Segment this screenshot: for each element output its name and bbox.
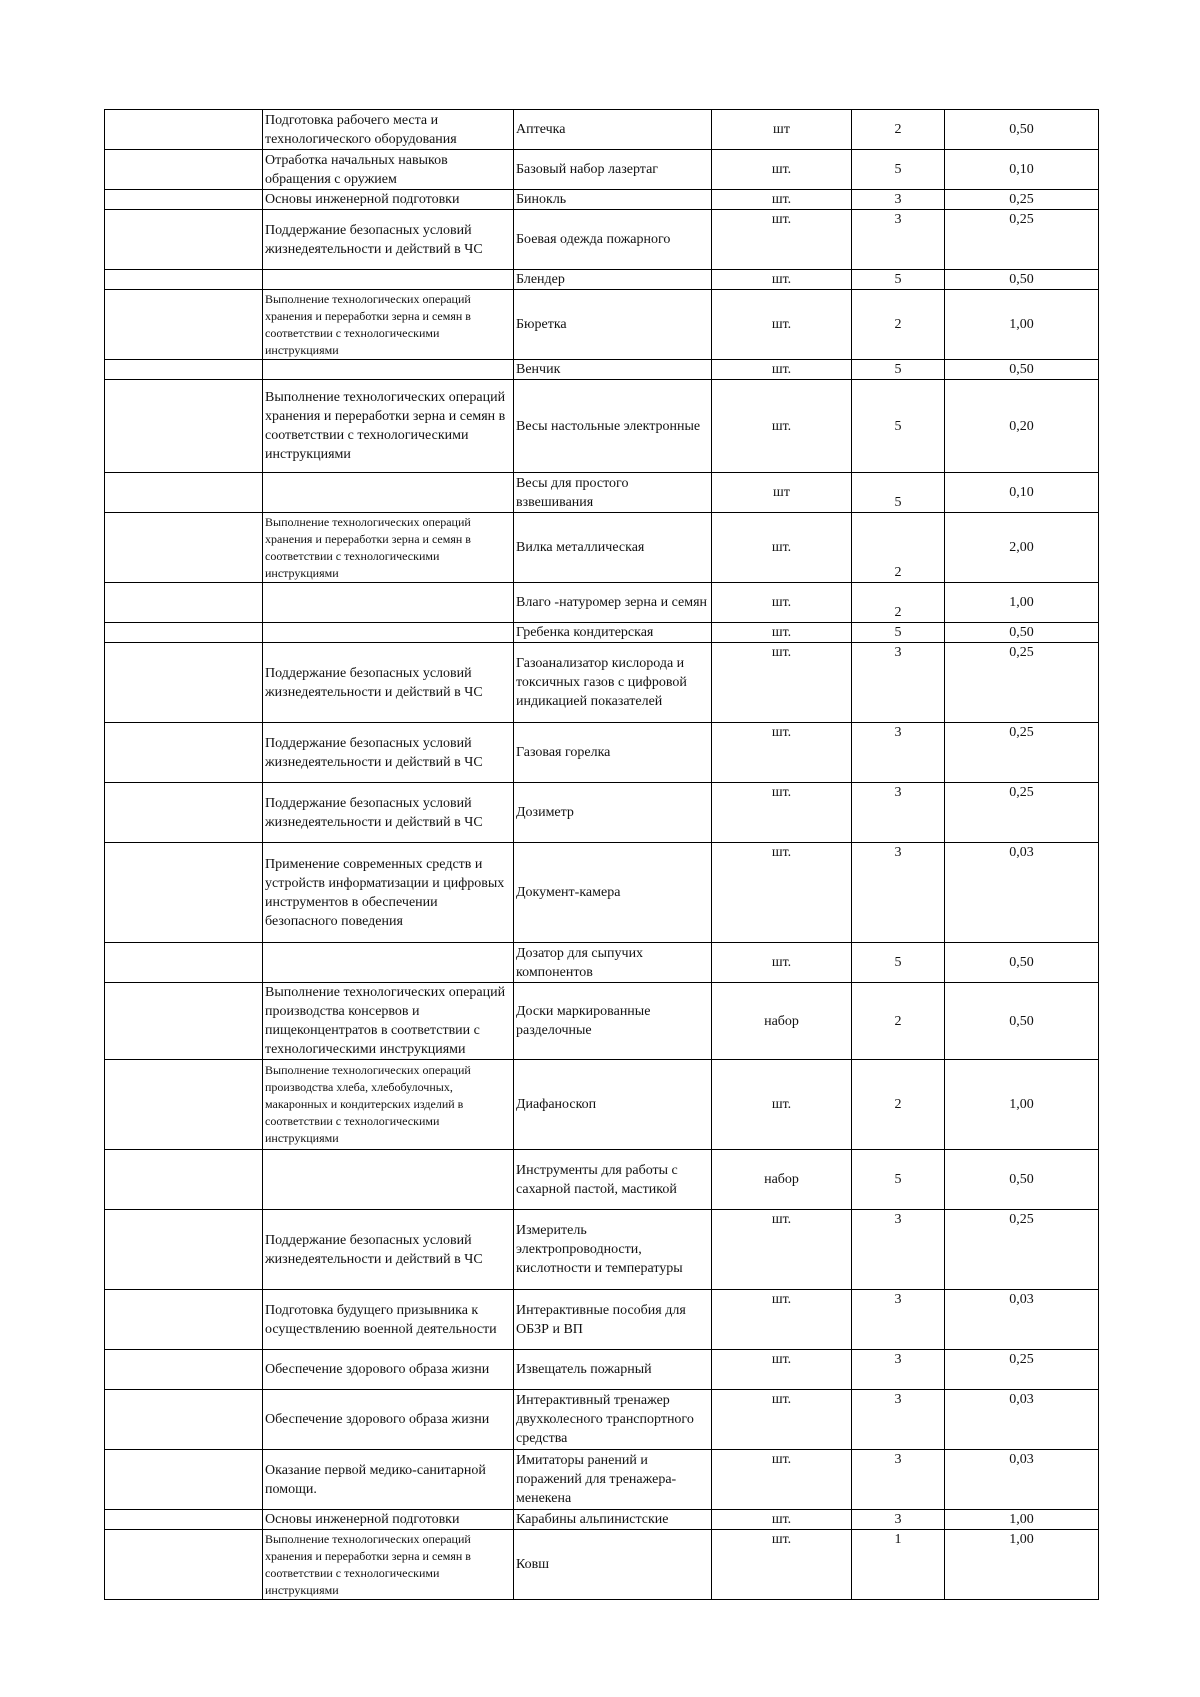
purpose-cell: Применение современных средств и устройств информатизации и цифровых инструментов в обеспечении безопасного поведения: [263, 843, 514, 943]
unit-cell: шт: [712, 110, 852, 150]
row-number-cell: [105, 943, 263, 983]
item-cell: Блендер: [514, 270, 712, 290]
purpose-cell: Поддержание безопасных условий жизнедеятельности и действий в ЧС: [263, 723, 514, 783]
row-number-cell: [105, 623, 263, 643]
table-row: [105, 1150, 1099, 1210]
purpose-cell: [263, 360, 514, 380]
unit-cell: шт.: [712, 190, 852, 210]
coef-cell: 0,03: [945, 1450, 1099, 1510]
item-cell: Гребенка кондитерская: [514, 623, 712, 643]
qty-cell: 2: [852, 513, 945, 583]
purpose-cell: [263, 473, 514, 513]
unit-cell: шт.: [712, 843, 852, 943]
coef-cell: 0,50: [945, 270, 1099, 290]
coef-cell: 0,50: [945, 983, 1099, 1060]
item-cell: Дозиметр: [514, 783, 712, 843]
purpose-cell: Отработка начальных навыков обращения с оружием: [263, 150, 514, 190]
item-cell: Газоанализатор кислорода и токсичных газов с цифровой индикацией показателей: [514, 643, 712, 723]
coef-cell: 0,03: [945, 1290, 1099, 1350]
item-cell: Документ-камера: [514, 843, 712, 943]
table-row: [105, 290, 1099, 360]
coef-cell: 1,00: [945, 1510, 1099, 1530]
qty-cell: 3: [852, 1210, 945, 1290]
row-number-cell: [105, 583, 263, 623]
unit-cell: шт.: [712, 1390, 852, 1450]
item-cell: Вилка металлическая: [514, 513, 712, 583]
qty-cell: 3: [852, 1290, 945, 1350]
qty-cell: 3: [852, 1350, 945, 1390]
coef-cell: 0,25: [945, 1350, 1099, 1390]
coef-cell: 0,10: [945, 150, 1099, 190]
qty-cell: 5: [852, 150, 945, 190]
unit-cell: шт.: [712, 723, 852, 783]
unit-cell: шт.: [712, 583, 852, 623]
unit-cell: шт.: [712, 150, 852, 190]
unit-cell: набор: [712, 1150, 852, 1210]
qty-cell: 2: [852, 583, 945, 623]
row-number-cell: [105, 1210, 263, 1290]
purpose-cell: Обеспечение здорового образа жизни: [263, 1390, 514, 1450]
purpose-cell: [263, 270, 514, 290]
purpose-cell: Основы инженерной подготовки: [263, 190, 514, 210]
item-cell: Диафаноскоп: [514, 1060, 712, 1150]
unit-cell: шт.: [712, 210, 852, 270]
row-number-cell: [105, 513, 263, 583]
table-row: [105, 1530, 1099, 1600]
purpose-cell: Обеспечение здорового образа жизни: [263, 1350, 514, 1390]
table-row: [105, 1060, 1099, 1150]
qty-cell: 2: [852, 110, 945, 150]
purpose-cell: Выполнение технологических операций производства хлеба, хлебобулочных, макаронных и кондитерских изделий в соответствии с технологическими инструкциями: [263, 1060, 514, 1150]
item-cell: Ковш: [514, 1530, 712, 1600]
coef-cell: 1,00: [945, 583, 1099, 623]
table-row: [105, 513, 1099, 583]
qty-cell: 1: [852, 1530, 945, 1600]
purpose-cell: Подготовка рабочего места и технологического оборудования: [263, 110, 514, 150]
item-cell: Бюретка: [514, 290, 712, 360]
purpose-cell: Выполнение технологических операций хранения и переработки зерна и семян в соответствии с технологическими инструкциями: [263, 290, 514, 360]
table-row: [105, 270, 1099, 290]
unit-cell: шт.: [712, 643, 852, 723]
unit-cell: шт.: [712, 623, 852, 643]
table-row: [105, 110, 1099, 150]
row-number-cell: [105, 473, 263, 513]
table-row: [105, 583, 1099, 623]
purpose-cell: [263, 623, 514, 643]
row-number-cell: [105, 1450, 263, 1510]
row-number-cell: [105, 360, 263, 380]
coef-cell: 0,50: [945, 110, 1099, 150]
table-row: [105, 210, 1099, 270]
qty-cell: 3: [852, 190, 945, 210]
table-row: [105, 983, 1099, 1060]
unit-cell: шт.: [712, 1350, 852, 1390]
unit-cell: шт.: [712, 1210, 852, 1290]
table-row: [105, 1350, 1099, 1390]
qty-cell: 5: [852, 623, 945, 643]
row-number-cell: [105, 1530, 263, 1600]
purpose-cell: [263, 943, 514, 983]
qty-cell: 3: [852, 210, 945, 270]
coef-cell: 1,00: [945, 1060, 1099, 1150]
purpose-cell: Основы инженерной подготовки: [263, 1510, 514, 1530]
unit-cell: шт.: [712, 513, 852, 583]
coef-cell: 1,00: [945, 290, 1099, 360]
item-cell: Боевая одежда пожарного: [514, 210, 712, 270]
item-cell: Измеритель электропроводности, кислотности и температуры: [514, 1210, 712, 1290]
table-row: [105, 1510, 1099, 1530]
equipment-table: [104, 109, 1099, 1600]
qty-cell: 2: [852, 1060, 945, 1150]
coef-cell: 0,25: [945, 643, 1099, 723]
row-number-cell: [105, 983, 263, 1060]
qty-cell: 2: [852, 983, 945, 1060]
purpose-cell: [263, 583, 514, 623]
row-number-cell: [105, 270, 263, 290]
row-number-cell: [105, 1510, 263, 1530]
item-cell: Венчик: [514, 360, 712, 380]
item-cell: Влаго -натуромер зерна и семян: [514, 583, 712, 623]
purpose-cell: Выполнение технологических операций производства консервов и пищеконцентратов в соответствии с технологическими инструкциями: [263, 983, 514, 1060]
item-cell: Дозатор для сыпучих компонентов: [514, 943, 712, 983]
row-number-cell: [105, 210, 263, 270]
table-row: [105, 1290, 1099, 1350]
item-cell: Извещатель пожарный: [514, 1350, 712, 1390]
qty-cell: 5: [852, 270, 945, 290]
coef-cell: 0,25: [945, 1210, 1099, 1290]
row-number-cell: [105, 1290, 263, 1350]
row-number-cell: [105, 150, 263, 190]
coef-cell: 0,25: [945, 783, 1099, 843]
row-number-cell: [105, 1060, 263, 1150]
item-cell: Газовая горелка: [514, 723, 712, 783]
item-cell: Карабины альпинистские: [514, 1510, 712, 1530]
item-cell: Базовый набор лазертаг: [514, 150, 712, 190]
row-number-cell: [105, 783, 263, 843]
table-row: [105, 623, 1099, 643]
table-row: [105, 380, 1099, 473]
table-row: [105, 1210, 1099, 1290]
unit-cell: шт.: [712, 783, 852, 843]
unit-cell: шт.: [712, 290, 852, 360]
row-number-cell: [105, 290, 263, 360]
coef-cell: 2,00: [945, 513, 1099, 583]
qty-cell: 3: [852, 783, 945, 843]
coef-cell: 0,20: [945, 380, 1099, 473]
unit-cell: шт.: [712, 1450, 852, 1510]
qty-cell: 5: [852, 943, 945, 983]
unit-cell: шт.: [712, 360, 852, 380]
unit-cell: шт.: [712, 1510, 852, 1530]
row-number-cell: [105, 643, 263, 723]
unit-cell: шт.: [712, 380, 852, 473]
qty-cell: 3: [852, 1390, 945, 1450]
table-row: [105, 1450, 1099, 1510]
row-number-cell: [105, 843, 263, 943]
unit-cell: шт.: [712, 270, 852, 290]
qty-cell: 3: [852, 643, 945, 723]
row-number-cell: [105, 723, 263, 783]
item-cell: Интерактивный тренажер двухколесного транспортного средства: [514, 1390, 712, 1450]
coef-cell: 0,50: [945, 623, 1099, 643]
table-row: [105, 783, 1099, 843]
item-cell: Доски маркированные разделочные: [514, 983, 712, 1060]
table-row: [105, 943, 1099, 983]
table-body: [105, 110, 1099, 1600]
item-cell: Интерактивные пособия для ОБЗР и ВП: [514, 1290, 712, 1350]
coef-cell: 0,03: [945, 1390, 1099, 1450]
table-row: [105, 1390, 1099, 1450]
qty-cell: 5: [852, 360, 945, 380]
item-cell: Весы для простого взвешивания: [514, 473, 712, 513]
coef-cell: 0,25: [945, 210, 1099, 270]
qty-cell: 5: [852, 473, 945, 513]
item-cell: Имитаторы ранений и поражений для тренажера-менекена: [514, 1450, 712, 1510]
table-row: [105, 723, 1099, 783]
coef-cell: 0,10: [945, 473, 1099, 513]
unit-cell: шт.: [712, 1530, 852, 1600]
purpose-cell: [263, 1150, 514, 1210]
coef-cell: 0,25: [945, 190, 1099, 210]
coef-cell: 0,03: [945, 843, 1099, 943]
unit-cell: шт.: [712, 1290, 852, 1350]
table-row: [105, 190, 1099, 210]
unit-cell: шт: [712, 473, 852, 513]
row-number-cell: [105, 190, 263, 210]
item-cell: Инструменты для работы с сахарной пастой, мастикой: [514, 1150, 712, 1210]
purpose-cell: Поддержание безопасных условий жизнедеятельности и действий в ЧС: [263, 783, 514, 843]
coef-cell: 0,50: [945, 943, 1099, 983]
unit-cell: набор: [712, 983, 852, 1060]
purpose-cell: Выполнение технологических операций хранения и переработки зерна и семян в соответствии с технологическими инструкциями: [263, 1530, 514, 1600]
qty-cell: 3: [852, 1510, 945, 1530]
qty-cell: 3: [852, 723, 945, 783]
qty-cell: 3: [852, 1450, 945, 1510]
coef-cell: 0,50: [945, 360, 1099, 380]
item-cell: Весы настольные электронные: [514, 380, 712, 473]
item-cell: Бинокль: [514, 190, 712, 210]
row-number-cell: [105, 380, 263, 473]
purpose-cell: Выполнение технологических операций хранения и переработки зерна и семян в соответствии с технологическими инструкциями: [263, 380, 514, 473]
coef-cell: 0,25: [945, 723, 1099, 783]
row-number-cell: [105, 1350, 263, 1390]
qty-cell: 5: [852, 380, 945, 473]
table-row: [105, 360, 1099, 380]
table-row: [105, 643, 1099, 723]
coef-cell: 1,00: [945, 1530, 1099, 1600]
purpose-cell: Подготовка будущего призывника к осуществлению военной деятельности: [263, 1290, 514, 1350]
purpose-cell: Выполнение технологических операций хранения и переработки зерна и семян в соответствии с технологическими инструкциями: [263, 513, 514, 583]
coef-cell: 0,50: [945, 1150, 1099, 1210]
purpose-cell: Поддержание безопасных условий жизнедеятельности и действий в ЧС: [263, 643, 514, 723]
qty-cell: 3: [852, 843, 945, 943]
row-number-cell: [105, 110, 263, 150]
unit-cell: шт.: [712, 1060, 852, 1150]
table-row: [105, 150, 1099, 190]
qty-cell: 2: [852, 290, 945, 360]
table-row: [105, 843, 1099, 943]
purpose-cell: Поддержание безопасных условий жизнедеятельности и действий в ЧС: [263, 210, 514, 270]
item-cell: Аптечка: [514, 110, 712, 150]
unit-cell: шт.: [712, 943, 852, 983]
row-number-cell: [105, 1390, 263, 1450]
table-row: [105, 473, 1099, 513]
purpose-cell: Оказание первой медико-санитарной помощи.: [263, 1450, 514, 1510]
row-number-cell: [105, 1150, 263, 1210]
purpose-cell: Поддержание безопасных условий жизнедеятельности и действий в ЧС: [263, 1210, 514, 1290]
qty-cell: 5: [852, 1150, 945, 1210]
